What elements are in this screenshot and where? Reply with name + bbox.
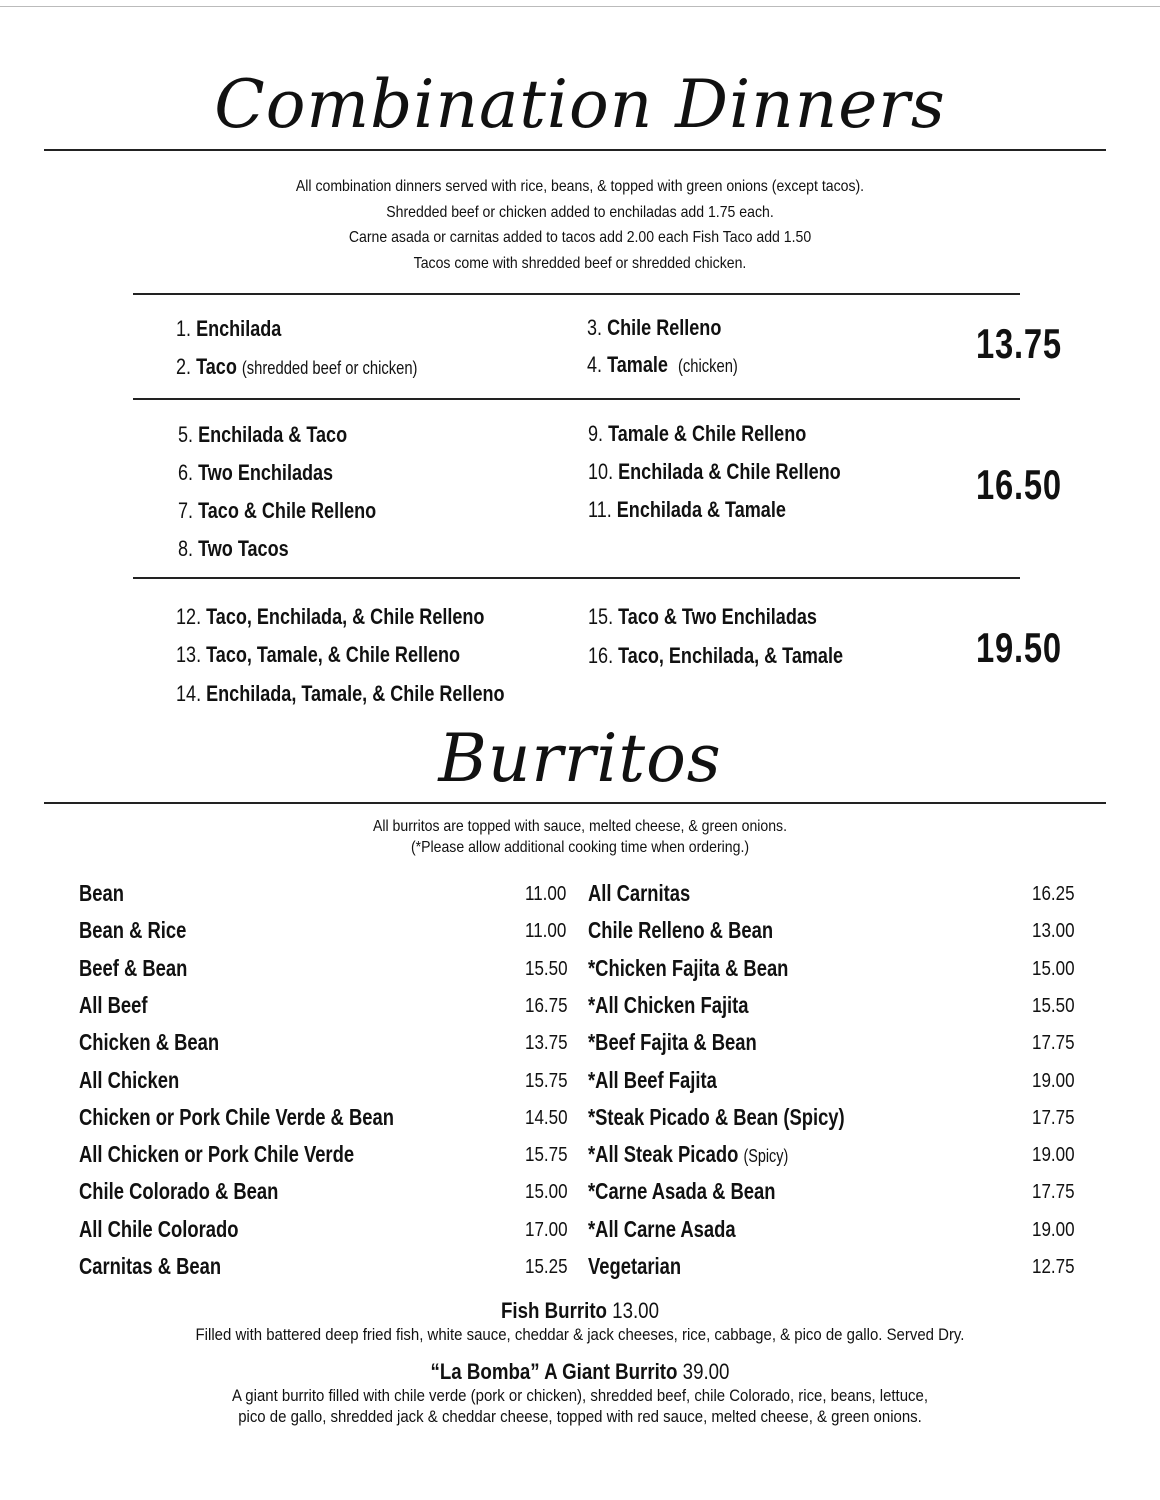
burrito-name: *Beef Fajita & Bean [588, 1029, 757, 1055]
combo-item: 12. Taco, Enchilada, & Chile Relleno [176, 604, 485, 629]
burrito-name: Vegetarian [588, 1253, 682, 1279]
burrito-price: 14.50 [525, 1107, 568, 1129]
burrito-price: 16.25 [1032, 883, 1075, 905]
burrito-price: 19.00 [1032, 1219, 1075, 1241]
burrito-price: 15.00 [525, 1181, 568, 1203]
burritos-intro [70, 816, 1091, 858]
intro-line: Tacos come with shredded beef or shredded chicken. [413, 254, 747, 272]
burrito-price: 15.50 [1032, 995, 1075, 1017]
burrito-name: Beef & Bean [79, 955, 188, 981]
combination-intro [70, 174, 1091, 276]
combo-item: 6. Two Enchiladas [178, 460, 334, 485]
burrito-price: 19.00 [1032, 1070, 1075, 1092]
burrito-name: All Chicken [79, 1067, 180, 1093]
combo-item: 5. Enchilada & Taco [178, 422, 348, 447]
title-rule [44, 802, 1106, 804]
group-rule [133, 293, 1020, 295]
burrito-name: Chicken & Bean [79, 1029, 220, 1055]
burrito-price: 13.00 [1032, 920, 1075, 942]
burrito-name: *Carne Asada & Bean [588, 1178, 776, 1204]
burrito-price: 16.75 [525, 995, 568, 1017]
group-price: 19.50 [976, 624, 1062, 671]
combo-item: 3. Chile Relleno [587, 315, 722, 340]
burrito-price: 11.00 [525, 920, 567, 942]
special-desc: Filled with battered deep fried fish, white sauce, cheddar & jack cheeses, rice, cabbage, & pico de gallo. Served Dry. [195, 1325, 965, 1344]
group-rule [133, 577, 1020, 579]
combo-item: 7. Taco & Chile Relleno [178, 498, 377, 523]
combo-item: 13. Taco, Tamale, & Chile Relleno [176, 642, 461, 667]
burrito-name: Chile Colorado & Bean [79, 1178, 279, 1204]
burrito-price: 17.75 [1032, 1107, 1075, 1129]
burrito-name: *Chicken Fajita & Bean [588, 955, 789, 981]
burrito-name: *Steak Picado & Bean (Spicy) [588, 1104, 845, 1130]
burrito-name: All Carnitas [588, 880, 691, 906]
intro-line: All combination dinners served with rice, beans, & topped with green onions (except tacos). [295, 178, 865, 195]
combo-item: 1. Enchilada [176, 316, 282, 341]
combo-item: 8. Two Tacos [178, 536, 289, 561]
special-title: Fish Burrito 13.00 [501, 1298, 659, 1323]
intro-line: (*Please allow additional cooking time when ordering.) [410, 839, 750, 856]
combo-item: 14. Enchilada, Tamale, & Chile Relleno [176, 681, 505, 706]
title-rule [44, 149, 1106, 151]
burrito-name: Bean & Rice [79, 917, 187, 943]
combo-item: 10. Enchilada & Chile Relleno [588, 459, 841, 484]
burrito-price: 12.75 [1032, 1256, 1075, 1278]
burrito-name: Chile Relleno & Bean [588, 917, 774, 943]
scan-edge-line [0, 6, 1160, 7]
intro-line: All burritos are topped with sauce, melted cheese, & green onions. [372, 818, 788, 835]
burrito-name: Carnitas & Bean [79, 1253, 222, 1279]
burrito-price: 15.25 [525, 1256, 568, 1278]
burrito-name: *All Steak Picado (Spicy) [588, 1141, 789, 1167]
special-desc: pico de gallo, shredded jack & cheddar cheese, topped with red sauce, melted cheese, & green onions. [238, 1407, 922, 1426]
intro-line: Shredded beef or chicken added to enchiladas add 1.75 each. [386, 203, 774, 221]
group-rule [133, 398, 1020, 400]
special-title: “La Bomba” A Giant Burrito 39.00 [430, 1359, 730, 1384]
burrito-name: Chicken or Pork Chile Verde & Bean [79, 1104, 394, 1130]
burrito-name: *All Beef Fajita [588, 1067, 717, 1093]
burrito-price: 19.00 [1032, 1144, 1075, 1166]
burrito-name: All Chile Colorado [79, 1216, 239, 1242]
burrito-name: All Beef [79, 992, 148, 1018]
burrito-price: 17.75 [1032, 1032, 1075, 1054]
burrito-price: 13.75 [525, 1032, 568, 1054]
group-price: 16.50 [976, 461, 1062, 508]
special-desc: A giant burrito filled with chile verde (pork or chicken), shredded beef, chile Colorado, rice, beans, lettuce, [231, 1386, 928, 1405]
burritos-title: Burritos [438, 720, 722, 797]
combination-title: Combination Dinners [214, 66, 946, 143]
combo-item: 4. Tamale (chicken) [587, 352, 738, 377]
combo-item: 11. Enchilada & Tamale [588, 497, 786, 522]
burrito-price: 15.75 [525, 1070, 568, 1092]
group-price: 13.75 [976, 320, 1062, 367]
combo-item: 15. Taco & Two Enchiladas [588, 604, 817, 629]
burrito-name: *All Chicken Fajita [588, 992, 749, 1018]
intro-line: Carne asada or carnitas added to tacos add 2.00 each Fish Taco add 1.50 [348, 229, 812, 246]
burrito-price: 17.00 [525, 1219, 568, 1241]
burrito-name: All Chicken or Pork Chile Verde [79, 1141, 355, 1167]
burrito-price: 15.00 [1032, 958, 1075, 980]
burrito-name: *All Carne Asada [588, 1216, 736, 1242]
combo-item: 16. Taco, Enchilada, & Tamale [588, 643, 844, 668]
burrito-name: Bean [79, 880, 124, 906]
combo-item: 9. Tamale & Chile Relleno [588, 421, 807, 446]
burrito-price: 15.75 [525, 1144, 568, 1166]
combo-item: 2. Taco (shredded beef or chicken) [176, 354, 418, 379]
burrito-price: 15.50 [525, 958, 568, 980]
burrito-price: 11.00 [525, 883, 567, 905]
burrito-price: 17.75 [1032, 1181, 1075, 1203]
